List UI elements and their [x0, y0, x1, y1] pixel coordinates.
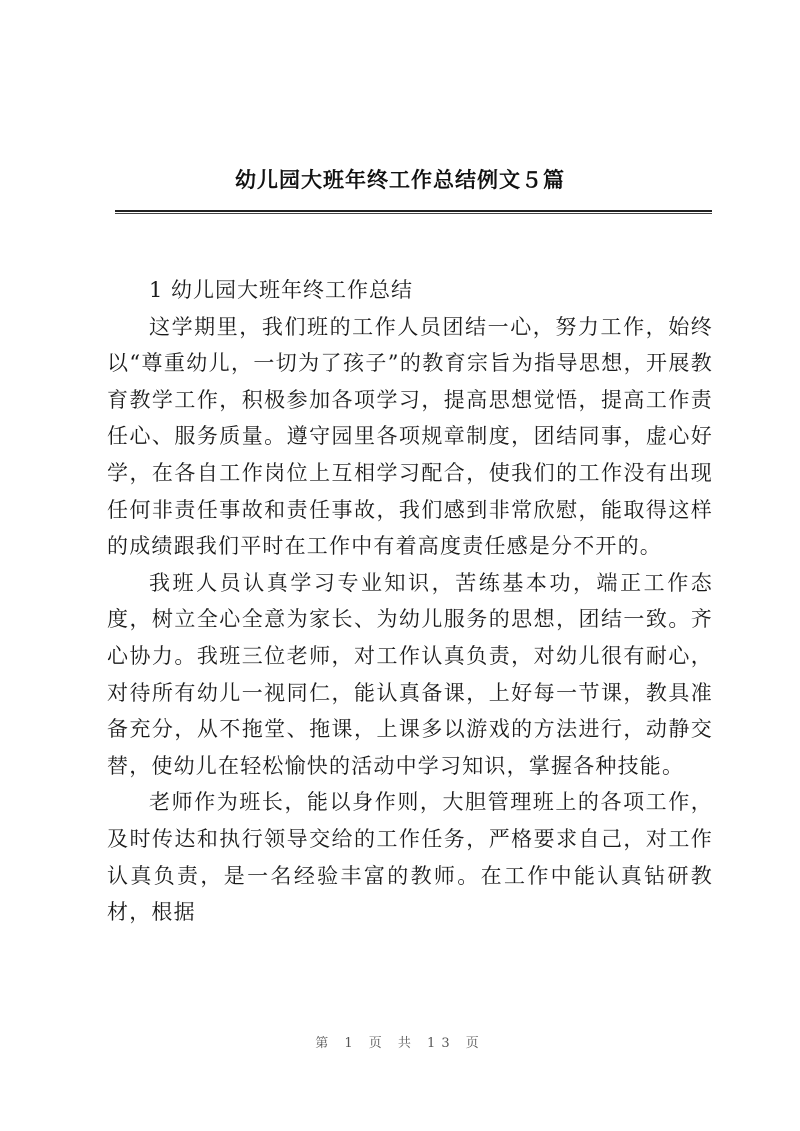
document-body [107, 272, 713, 931]
paragraph: 老师作为班长，能以身作则，大胆管理班上的各项工作，及时传达和执行领导交给的工作任务，严格要求自己，对工作认真负责，是一名经验丰富的教师。在工作中能认真钻研教材，根据 [107, 790, 713, 925]
document-title: 幼儿园大班年终工作总结例文５篇 [235, 168, 565, 192]
title-divider [115, 210, 712, 214]
page-number-footer: 第 1 页 共 13 页 [315, 1036, 485, 1051]
section-heading: 1 幼儿园大班年终工作总结 [149, 278, 414, 302]
paragraph: 我班人员认真学习专业知识，苦练基本功，端正工作态度，树立全心全意为家长、为幼儿服务的思想，团结一致。齐心协力。我班三位老师，对工作认真负责，对幼儿很有耐心，对待所有幼儿一视同仁，能认真备课，上好每一节课，教具准备充分，从不拖堂、拖课，上课多以游戏的方法进行，动静交替，使幼儿在轻松愉快的活动中学习知识，掌握各种技能。 [107, 570, 713, 778]
paragraph: 这学期里，我们班的工作人员团结一心，努力工作，始终以“尊重幼儿，一切为了孩子”的教育宗旨为指导思想，开展教育教学工作，积极参加各项学习，提高思想觉悟，提高工作责任心、服务质量。遵守园里各项规章制度，团结同事，虚心好学，在各自工作岗位上互相学习配合，使我们的工作没有出现任何非责任事故和责任事故，我们感到非常欣慰，能取得这样的成绩跟我们平时在工作中有着高度责任感是分不开的。 [107, 314, 713, 559]
